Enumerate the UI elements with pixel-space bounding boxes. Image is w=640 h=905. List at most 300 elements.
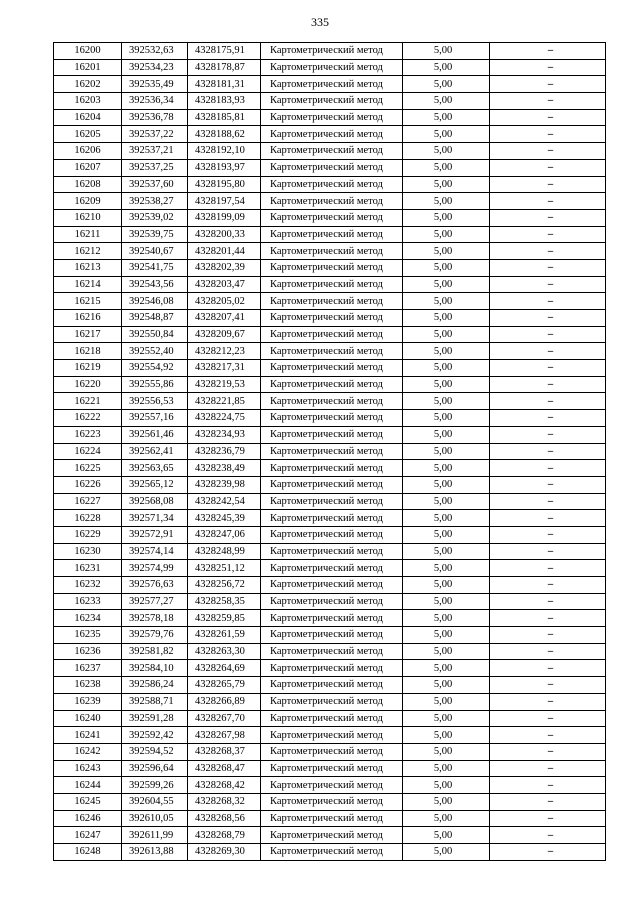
point-number-cell: 16209 <box>54 193 122 210</box>
method-cell: Картометрический метод <box>261 793 403 810</box>
method-cell: Картометрический метод <box>261 710 403 727</box>
coordinates-table-body <box>54 43 606 861</box>
y-coordinate-cell: 4328221,85 <box>188 393 261 410</box>
accuracy-cell: 5,00 <box>403 543 490 560</box>
table-row <box>54 810 606 827</box>
point-number-cell: 16222 <box>54 410 122 427</box>
y-coordinate-cell: 4328268,56 <box>188 810 261 827</box>
method-cell: Картометрический метод <box>261 543 403 560</box>
point-number-cell: 16211 <box>54 226 122 243</box>
x-coordinate-cell: 392535,49 <box>122 76 188 93</box>
point-number-cell: 16241 <box>54 727 122 744</box>
y-coordinate-cell: 4328267,98 <box>188 727 261 744</box>
x-coordinate-cell: 392578,18 <box>122 610 188 627</box>
x-coordinate-cell: 392613,88 <box>122 844 188 861</box>
table-row <box>54 777 606 794</box>
note-cell: – <box>490 176 606 193</box>
note-cell: – <box>490 143 606 160</box>
method-cell: Картометрический метод <box>261 193 403 210</box>
y-coordinate-cell: 4328265,79 <box>188 677 261 694</box>
x-coordinate-cell: 392546,08 <box>122 293 188 310</box>
method-cell: Картометрический метод <box>261 326 403 343</box>
y-coordinate-cell: 4328268,47 <box>188 760 261 777</box>
point-number-cell: 16245 <box>54 793 122 810</box>
x-coordinate-cell: 392554,92 <box>122 360 188 377</box>
x-coordinate-cell: 392565,12 <box>122 476 188 493</box>
x-coordinate-cell: 392540,67 <box>122 243 188 260</box>
method-cell: Картометрический метод <box>261 393 403 410</box>
table-row <box>54 276 606 293</box>
accuracy-cell: 5,00 <box>403 727 490 744</box>
point-number-cell: 16205 <box>54 126 122 143</box>
point-number-cell: 16234 <box>54 610 122 627</box>
method-cell: Картометрический метод <box>261 627 403 644</box>
point-number-cell: 16243 <box>54 760 122 777</box>
x-coordinate-cell: 392586,24 <box>122 677 188 694</box>
point-number-cell: 16201 <box>54 59 122 76</box>
y-coordinate-cell: 4328207,41 <box>188 310 261 327</box>
accuracy-cell: 5,00 <box>403 93 490 110</box>
accuracy-cell: 5,00 <box>403 777 490 794</box>
note-cell: – <box>490 693 606 710</box>
note-cell: – <box>490 577 606 594</box>
y-coordinate-cell: 4328185,81 <box>188 109 261 126</box>
y-coordinate-cell: 4328264,69 <box>188 660 261 677</box>
method-cell: Картометрический метод <box>261 426 403 443</box>
point-number-cell: 16200 <box>54 43 122 60</box>
x-coordinate-cell: 392576,63 <box>122 577 188 594</box>
y-coordinate-cell: 4328251,12 <box>188 560 261 577</box>
method-cell: Картометрический метод <box>261 610 403 627</box>
point-number-cell: 16237 <box>54 660 122 677</box>
table-row <box>54 226 606 243</box>
method-cell: Картометрический метод <box>261 259 403 276</box>
table-row <box>54 460 606 477</box>
x-coordinate-cell: 392539,75 <box>122 226 188 243</box>
note-cell: – <box>490 777 606 794</box>
point-number-cell: 16217 <box>54 326 122 343</box>
accuracy-cell: 5,00 <box>403 159 490 176</box>
note-cell: – <box>490 93 606 110</box>
y-coordinate-cell: 4328193,97 <box>188 159 261 176</box>
note-cell: – <box>490 643 606 660</box>
point-number-cell: 16216 <box>54 310 122 327</box>
x-coordinate-cell: 392556,53 <box>122 393 188 410</box>
y-coordinate-cell: 4328266,89 <box>188 693 261 710</box>
x-coordinate-cell: 392599,26 <box>122 777 188 794</box>
table-row <box>54 577 606 594</box>
accuracy-cell: 5,00 <box>403 293 490 310</box>
point-number-cell: 16224 <box>54 443 122 460</box>
table-row <box>54 493 606 510</box>
y-coordinate-cell: 4328197,54 <box>188 193 261 210</box>
y-coordinate-cell: 4328224,75 <box>188 410 261 427</box>
point-number-cell: 16212 <box>54 243 122 260</box>
method-cell: Картометрический метод <box>261 310 403 327</box>
accuracy-cell: 5,00 <box>403 360 490 377</box>
accuracy-cell: 5,00 <box>403 176 490 193</box>
note-cell: – <box>490 126 606 143</box>
method-cell: Картометрический метод <box>261 59 403 76</box>
table-row <box>54 159 606 176</box>
note-cell: – <box>490 426 606 443</box>
coordinates-table <box>53 42 606 861</box>
method-cell: Картометрический метод <box>261 510 403 527</box>
accuracy-cell: 5,00 <box>403 243 490 260</box>
x-coordinate-cell: 392557,16 <box>122 410 188 427</box>
accuracy-cell: 5,00 <box>403 59 490 76</box>
x-coordinate-cell: 392532,63 <box>122 43 188 60</box>
method-cell: Картометрический метод <box>261 560 403 577</box>
table-row <box>54 59 606 76</box>
note-cell: – <box>490 376 606 393</box>
y-coordinate-cell: 4328245,39 <box>188 510 261 527</box>
accuracy-cell: 5,00 <box>403 443 490 460</box>
note-cell: – <box>490 226 606 243</box>
note-cell: – <box>490 526 606 543</box>
note-cell: – <box>490 727 606 744</box>
method-cell: Картометрический метод <box>261 743 403 760</box>
y-coordinate-cell: 4328202,39 <box>188 259 261 276</box>
table-row <box>54 543 606 560</box>
table-row <box>54 43 606 60</box>
note-cell: – <box>490 493 606 510</box>
note-cell: – <box>490 443 606 460</box>
method-cell: Картометрический метод <box>261 443 403 460</box>
method-cell: Картометрический метод <box>261 844 403 861</box>
accuracy-cell: 5,00 <box>403 810 490 827</box>
note-cell: – <box>490 109 606 126</box>
point-number-cell: 16239 <box>54 693 122 710</box>
table-row <box>54 693 606 710</box>
point-number-cell: 16230 <box>54 543 122 560</box>
table-row <box>54 476 606 493</box>
note-cell: – <box>490 259 606 276</box>
y-coordinate-cell: 4328268,42 <box>188 777 261 794</box>
note-cell: – <box>490 660 606 677</box>
point-number-cell: 16238 <box>54 677 122 694</box>
note-cell: – <box>490 360 606 377</box>
method-cell: Картометрический метод <box>261 410 403 427</box>
point-number-cell: 16223 <box>54 426 122 443</box>
method-cell: Картометрический метод <box>261 109 403 126</box>
point-number-cell: 16213 <box>54 259 122 276</box>
note-cell: – <box>490 159 606 176</box>
note-cell: – <box>490 209 606 226</box>
point-number-cell: 16208 <box>54 176 122 193</box>
x-coordinate-cell: 392596,64 <box>122 760 188 777</box>
point-number-cell: 16229 <box>54 526 122 543</box>
y-coordinate-cell: 4328258,35 <box>188 593 261 610</box>
accuracy-cell: 5,00 <box>403 677 490 694</box>
method-cell: Картометрический метод <box>261 593 403 610</box>
note-cell: – <box>490 627 606 644</box>
point-number-cell: 16231 <box>54 560 122 577</box>
y-coordinate-cell: 4328234,93 <box>188 426 261 443</box>
y-coordinate-cell: 4328217,31 <box>188 360 261 377</box>
method-cell: Картометрический метод <box>261 693 403 710</box>
accuracy-cell: 5,00 <box>403 793 490 810</box>
point-number-cell: 16220 <box>54 376 122 393</box>
x-coordinate-cell: 392571,34 <box>122 510 188 527</box>
accuracy-cell: 5,00 <box>403 143 490 160</box>
y-coordinate-cell: 4328195,80 <box>188 176 261 193</box>
note-cell: – <box>490 476 606 493</box>
table-row <box>54 209 606 226</box>
method-cell: Картометрический метод <box>261 43 403 60</box>
method-cell: Картометрический метод <box>261 293 403 310</box>
point-number-cell: 16221 <box>54 393 122 410</box>
method-cell: Картометрический метод <box>261 360 403 377</box>
note-cell: – <box>490 510 606 527</box>
accuracy-cell: 5,00 <box>403 310 490 327</box>
method-cell: Картометрический метод <box>261 493 403 510</box>
y-coordinate-cell: 4328236,79 <box>188 443 261 460</box>
x-coordinate-cell: 392579,76 <box>122 627 188 644</box>
y-coordinate-cell: 4328178,87 <box>188 59 261 76</box>
table-row <box>54 360 606 377</box>
x-coordinate-cell: 392588,71 <box>122 693 188 710</box>
y-coordinate-cell: 4328247,06 <box>188 526 261 543</box>
accuracy-cell: 5,00 <box>403 476 490 493</box>
note-cell: – <box>490 326 606 343</box>
accuracy-cell: 5,00 <box>403 76 490 93</box>
table-row <box>54 610 606 627</box>
y-coordinate-cell: 4328256,72 <box>188 577 261 594</box>
table-row <box>54 510 606 527</box>
table-row <box>54 727 606 744</box>
x-coordinate-cell: 392537,25 <box>122 159 188 176</box>
table-row <box>54 259 606 276</box>
point-number-cell: 16232 <box>54 577 122 594</box>
accuracy-cell: 5,00 <box>403 560 490 577</box>
note-cell: – <box>490 193 606 210</box>
accuracy-cell: 5,00 <box>403 510 490 527</box>
method-cell: Картометрический метод <box>261 243 403 260</box>
x-coordinate-cell: 392537,21 <box>122 143 188 160</box>
point-number-cell: 16218 <box>54 343 122 360</box>
note-cell: – <box>490 593 606 610</box>
point-number-cell: 16228 <box>54 510 122 527</box>
note-cell: – <box>490 844 606 861</box>
x-coordinate-cell: 392577,27 <box>122 593 188 610</box>
note-cell: – <box>490 460 606 477</box>
note-cell: – <box>490 43 606 60</box>
table-row <box>54 793 606 810</box>
x-coordinate-cell: 392574,14 <box>122 543 188 560</box>
accuracy-cell: 5,00 <box>403 743 490 760</box>
point-number-cell: 16244 <box>54 777 122 794</box>
y-coordinate-cell: 4328267,70 <box>188 710 261 727</box>
x-coordinate-cell: 392594,52 <box>122 743 188 760</box>
table-row <box>54 560 606 577</box>
x-coordinate-cell: 392534,23 <box>122 59 188 76</box>
method-cell: Картометрический метод <box>261 827 403 844</box>
method-cell: Картометрический метод <box>261 76 403 93</box>
table-row <box>54 126 606 143</box>
y-coordinate-cell: 4328183,93 <box>188 93 261 110</box>
accuracy-cell: 5,00 <box>403 460 490 477</box>
point-number-cell: 16236 <box>54 643 122 660</box>
method-cell: Картометрический метод <box>261 343 403 360</box>
x-coordinate-cell: 392581,82 <box>122 643 188 660</box>
point-number-cell: 16202 <box>54 76 122 93</box>
accuracy-cell: 5,00 <box>403 426 490 443</box>
x-coordinate-cell: 392562,41 <box>122 443 188 460</box>
point-number-cell: 16247 <box>54 827 122 844</box>
y-coordinate-cell: 4328212,23 <box>188 343 261 360</box>
x-coordinate-cell: 392555,86 <box>122 376 188 393</box>
table-row <box>54 443 606 460</box>
method-cell: Картометрический метод <box>261 476 403 493</box>
table-row <box>54 743 606 760</box>
method-cell: Картометрический метод <box>261 176 403 193</box>
method-cell: Картометрический метод <box>261 209 403 226</box>
note-cell: – <box>490 610 606 627</box>
y-coordinate-cell: 4328188,62 <box>188 126 261 143</box>
note-cell: – <box>490 59 606 76</box>
accuracy-cell: 5,00 <box>403 493 490 510</box>
table-row <box>54 426 606 443</box>
accuracy-cell: 5,00 <box>403 760 490 777</box>
table-row <box>54 410 606 427</box>
x-coordinate-cell: 392538,27 <box>122 193 188 210</box>
x-coordinate-cell: 392537,22 <box>122 126 188 143</box>
x-coordinate-cell: 392550,84 <box>122 326 188 343</box>
accuracy-cell: 5,00 <box>403 693 490 710</box>
y-coordinate-cell: 4328263,30 <box>188 643 261 660</box>
y-coordinate-cell: 4328175,91 <box>188 43 261 60</box>
table-row <box>54 193 606 210</box>
note-cell: – <box>490 560 606 577</box>
point-number-cell: 16203 <box>54 93 122 110</box>
x-coordinate-cell: 392584,10 <box>122 660 188 677</box>
note-cell: – <box>490 343 606 360</box>
y-coordinate-cell: 4328268,32 <box>188 793 261 810</box>
note-cell: – <box>490 827 606 844</box>
x-coordinate-cell: 392572,91 <box>122 526 188 543</box>
accuracy-cell: 5,00 <box>403 126 490 143</box>
note-cell: – <box>490 243 606 260</box>
note-cell: – <box>490 393 606 410</box>
y-coordinate-cell: 4328201,44 <box>188 243 261 260</box>
y-coordinate-cell: 4328209,67 <box>188 326 261 343</box>
note-cell: – <box>490 743 606 760</box>
x-coordinate-cell: 392611,99 <box>122 827 188 844</box>
x-coordinate-cell: 392574,99 <box>122 560 188 577</box>
accuracy-cell: 5,00 <box>403 276 490 293</box>
point-number-cell: 16235 <box>54 627 122 644</box>
accuracy-cell: 5,00 <box>403 259 490 276</box>
point-number-cell: 16240 <box>54 710 122 727</box>
y-coordinate-cell: 4328219,53 <box>188 376 261 393</box>
table-row <box>54 643 606 660</box>
x-coordinate-cell: 392541,75 <box>122 259 188 276</box>
point-number-cell: 16226 <box>54 476 122 493</box>
y-coordinate-cell: 4328199,09 <box>188 209 261 226</box>
point-number-cell: 16204 <box>54 109 122 126</box>
note-cell: – <box>490 677 606 694</box>
point-number-cell: 16215 <box>54 293 122 310</box>
note-cell: – <box>490 310 606 327</box>
point-number-cell: 16206 <box>54 143 122 160</box>
accuracy-cell: 5,00 <box>403 593 490 610</box>
accuracy-cell: 5,00 <box>403 193 490 210</box>
accuracy-cell: 5,00 <box>403 376 490 393</box>
table-row <box>54 710 606 727</box>
accuracy-cell: 5,00 <box>403 226 490 243</box>
method-cell: Картометрический метод <box>261 93 403 110</box>
table-row <box>54 326 606 343</box>
x-coordinate-cell: 392604,55 <box>122 793 188 810</box>
table-row <box>54 526 606 543</box>
accuracy-cell: 5,00 <box>403 326 490 343</box>
table-row <box>54 627 606 644</box>
table-row <box>54 243 606 260</box>
table-row <box>54 143 606 160</box>
method-cell: Картометрический метод <box>261 376 403 393</box>
y-coordinate-cell: 4328268,79 <box>188 827 261 844</box>
note-cell: – <box>490 760 606 777</box>
method-cell: Картометрический метод <box>261 143 403 160</box>
accuracy-cell: 5,00 <box>403 610 490 627</box>
accuracy-cell: 5,00 <box>403 343 490 360</box>
method-cell: Картометрический метод <box>261 159 403 176</box>
x-coordinate-cell: 392552,40 <box>122 343 188 360</box>
y-coordinate-cell: 4328238,49 <box>188 460 261 477</box>
y-coordinate-cell: 4328242,54 <box>188 493 261 510</box>
method-cell: Картометрический метод <box>261 276 403 293</box>
point-number-cell: 16227 <box>54 493 122 510</box>
y-coordinate-cell: 4328259,85 <box>188 610 261 627</box>
table-row <box>54 760 606 777</box>
method-cell: Картометрический метод <box>261 643 403 660</box>
method-cell: Картометрический метод <box>261 460 403 477</box>
x-coordinate-cell: 392543,56 <box>122 276 188 293</box>
method-cell: Картометрический метод <box>261 777 403 794</box>
accuracy-cell: 5,00 <box>403 209 490 226</box>
table-row <box>54 844 606 861</box>
method-cell: Картометрический метод <box>261 660 403 677</box>
y-coordinate-cell: 4328205,02 <box>188 293 261 310</box>
table-row <box>54 343 606 360</box>
accuracy-cell: 5,00 <box>403 827 490 844</box>
y-coordinate-cell: 4328181,31 <box>188 76 261 93</box>
method-cell: Картометрический метод <box>261 760 403 777</box>
x-coordinate-cell: 392537,60 <box>122 176 188 193</box>
table-row <box>54 76 606 93</box>
x-coordinate-cell: 392536,34 <box>122 93 188 110</box>
method-cell: Картометрический метод <box>261 577 403 594</box>
method-cell: Картометрический метод <box>261 810 403 827</box>
method-cell: Картометрический метод <box>261 677 403 694</box>
y-coordinate-cell: 4328268,37 <box>188 743 261 760</box>
y-coordinate-cell: 4328261,59 <box>188 627 261 644</box>
x-coordinate-cell: 392591,28 <box>122 710 188 727</box>
note-cell: – <box>490 293 606 310</box>
accuracy-cell: 5,00 <box>403 410 490 427</box>
x-coordinate-cell: 392536,78 <box>122 109 188 126</box>
note-cell: – <box>490 410 606 427</box>
note-cell: – <box>490 710 606 727</box>
accuracy-cell: 5,00 <box>403 710 490 727</box>
accuracy-cell: 5,00 <box>403 660 490 677</box>
y-coordinate-cell: 4328200,33 <box>188 226 261 243</box>
table-row <box>54 660 606 677</box>
x-coordinate-cell: 392563,65 <box>122 460 188 477</box>
x-coordinate-cell: 392592,42 <box>122 727 188 744</box>
point-number-cell: 16246 <box>54 810 122 827</box>
